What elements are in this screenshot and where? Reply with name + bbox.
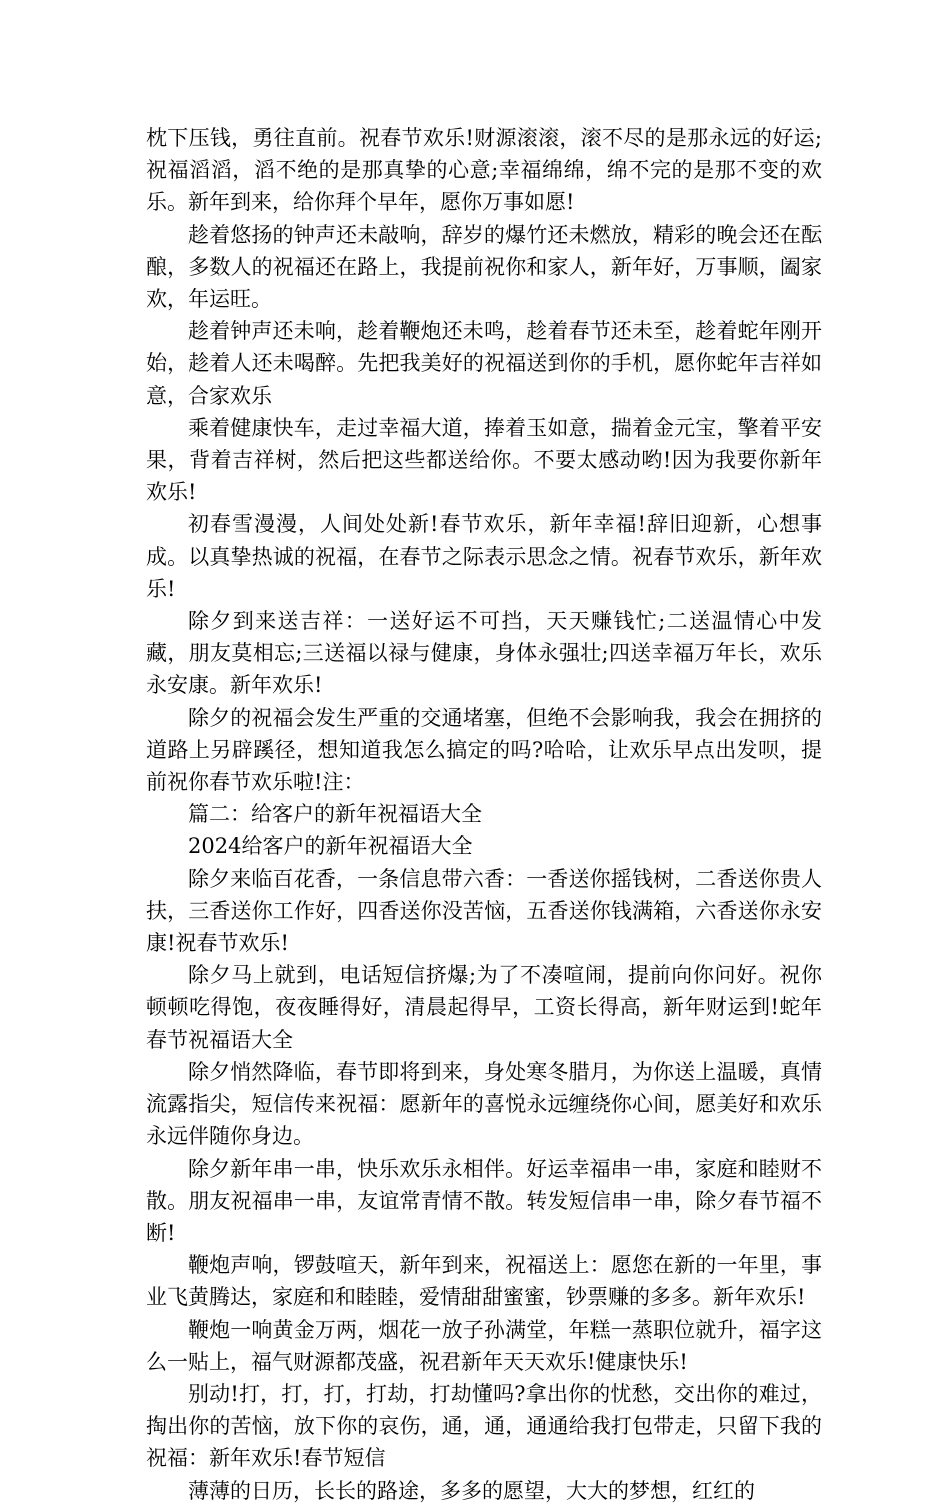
paragraph: 除夕来临百花香，一条信息带六香：一香送你摇钱树，二香送你贵人扶，三香送你工作好，四香送你没苦恼，五香送你钱满箱，六香送你永安康!祝春节欢乐!: [146, 866, 822, 956]
paragraph: 除夕到来送吉祥：一送好运不可挡，天天赚钱忙;二送温情心中发藏，朋友莫相忘;三送福以禄与健康，身体永强壮;四送幸福万年长，欢乐永安康。新年欢乐!: [146, 609, 822, 698]
document-page: [146, 122, 822, 1507]
section-title: 2024给客户的新年祝福语大全: [188, 834, 473, 859]
paragraph: 趁着钟声还未响，趁着鞭炮还未鸣，趁着春节还未至，趁着蛇年刚开始，趁着人还未喝醉。先把我美好的祝福送到你的手机，愿你蛇年吉祥如意，合家欢乐: [146, 319, 822, 408]
paragraph: 别动!打，打，打，打劫，打劫懂吗?拿出你的忧愁，交出你的难过，掏出你的苦恼，放下你的哀伤，通，通，通通给我打包带走，只留下我的祝福：新年欢乐!春节短信: [146, 1381, 822, 1471]
section-heading: 篇二：给客户的新年祝福语大全: [188, 802, 482, 827]
paragraph: 除夕马上就到，电话短信挤爆;为了不凑喧闹，提前向你问好。祝你顿顿吃得饱，夜夜睡得好，清晨起得早，工资长得高，新年财运到!蛇年春节祝福语大全: [146, 963, 822, 1052]
paragraph: 除夕新年串一串，快乐欢乐永相伴。好运幸福串一串，家庭和睦财不散。朋友祝福串一串，友谊常青情不散。转发短信串一串，除夕春节福不断!: [146, 1156, 822, 1245]
paragraph: 鞭炮一响黄金万两，烟花一放子孙满堂，年糕一蒸职位就升，福字这么一贴上，福气财源都茂盛，祝君新年天天欢乐!健康快乐!: [146, 1317, 822, 1374]
paragraph: 鞭炮声响，锣鼓喧天，新年到来，祝福送上：愿您在新的一年里，事业飞黄腾达，家庭和和睦睦，爱情甜甜蜜蜜，钞票赚的多多。新年欢乐!: [146, 1253, 822, 1310]
paragraph: 乘着健康快车，走过幸福大道，捧着玉如意，揣着金元宝，擎着平安果，背着吉祥树，然后把这些都送给你。不要太感动哟!因为我要你新年欢乐!: [146, 415, 822, 505]
paragraph: 除夕悄然降临，春节即将到来，身处寒冬腊月，为你送上温暖，真情流露指尖，短信传来祝福：愿新年的喜悦永远缠绕你心间，愿美好和欢乐永远伴随你身边。: [146, 1059, 822, 1149]
paragraph: 薄薄的日历，长长的路途，多多的愿望，大大的梦想，红红的: [188, 1478, 755, 1503]
paragraph: 除夕的祝福会发生严重的交通堵塞，但绝不会影响我，我会在拥挤的道路上另辟蹊径，想知道我怎么搞定的吗?哈哈，让欢乐早点出发呗，提前祝你春节欢乐啦!注：: [146, 705, 822, 795]
paragraph: 枕下压钱，勇往直前。祝春节欢乐!财源滚滚，滚不尽的是那永远的好运;祝福滔滔，滔不绝的是那真挚的心意;幸福绵绵，绵不完的是那不变的欢乐。新年到来，给你拜个早年，愿你万事如愿!: [146, 126, 822, 215]
paragraph: 初春雪漫漫，人间处处新!春节欢乐，新年幸福!辞旧迎新，心想事成。以真挚热诚的祝福，在春节之际表示思念之情。祝春节欢乐，新年欢乐!: [146, 512, 822, 601]
paragraph: 趁着悠扬的钟声还未敲响，辞岁的爆竹还未燃放，精彩的晚会还在酝酿，多数人的祝福还在路上，我提前祝你和家人，新年好，万事顺，阖家欢，年运旺。: [146, 222, 822, 312]
